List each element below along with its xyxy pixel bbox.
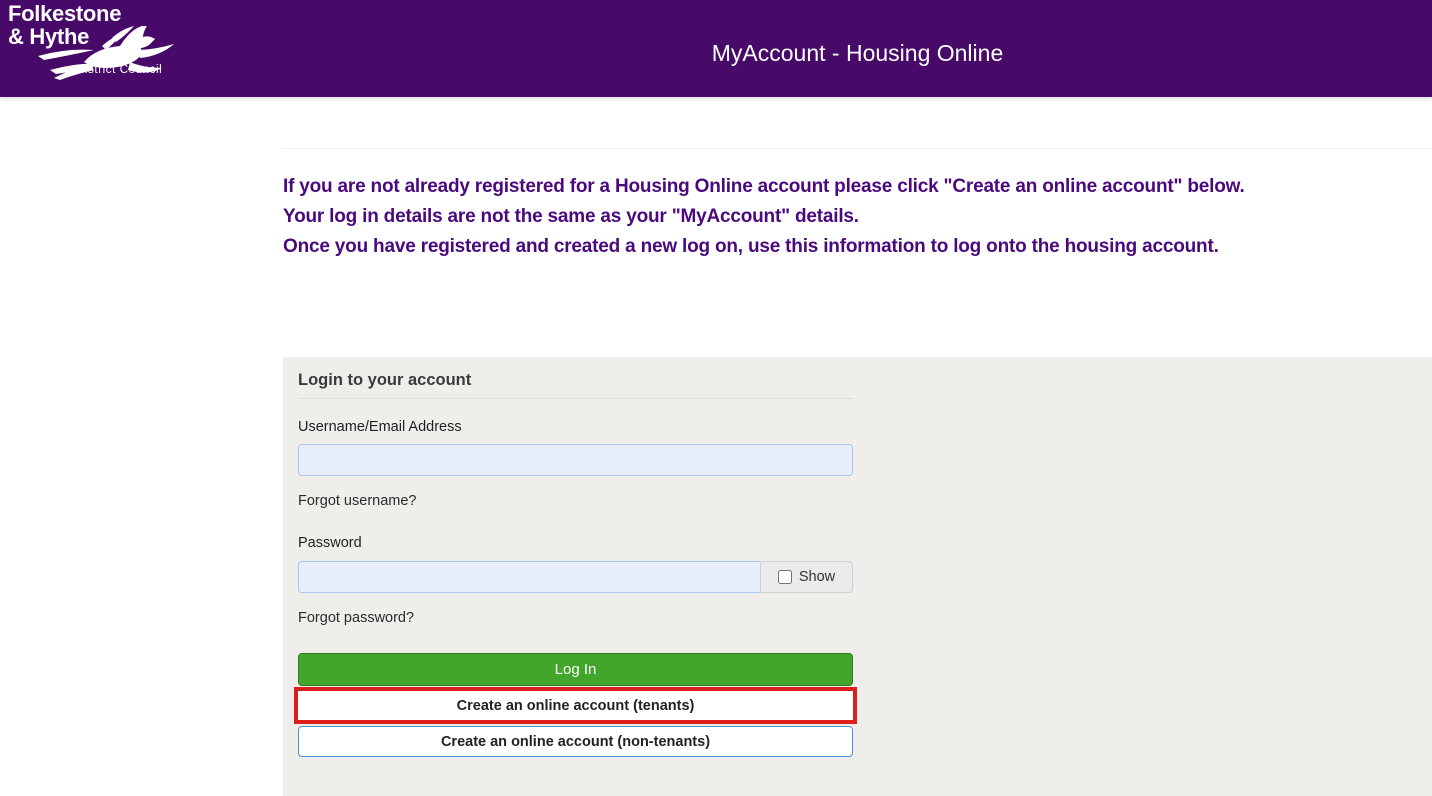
intro-line-3: Once you have registered and created a new log on, use this information to log onto the housing account.: [283, 236, 1219, 257]
login-heading: Login to your account: [298, 371, 853, 399]
show-password-toggle[interactable]: [760, 561, 853, 593]
forgot-password-link[interactable]: Forgot password?: [298, 610, 415, 626]
horse-icon: [36, 26, 186, 86]
show-password-label: Show: [798, 569, 836, 585]
password-label: Password: [298, 535, 362, 551]
annotation-highlight-box: [294, 687, 857, 724]
intro-line-1: If you are not already registered for a Housing Online account please click "Create an online account" below.: [283, 176, 1245, 197]
forgot-username-link[interactable]: Forgot username?: [298, 493, 417, 509]
logo-text-line2: & Hythe: [8, 24, 90, 49]
create-tenants-button[interactable]: Create an online account (tenants): [298, 691, 853, 720]
header-divider: [283, 148, 1432, 149]
show-password-checkbox[interactable]: [778, 570, 792, 584]
username-input[interactable]: [298, 444, 853, 476]
login-button[interactable]: Log In: [298, 653, 853, 686]
council-logo[interactable]: [8, 2, 188, 86]
logo-text-line1: Folkestone: [8, 1, 122, 26]
password-group: [298, 561, 853, 593]
page-title: MyAccount - Housing Online: [711, 40, 1004, 66]
app-header: [0, 0, 1432, 97]
login-panel: [283, 357, 1432, 796]
username-label: Username/Email Address: [298, 419, 462, 435]
logo-subtitle: District Council: [76, 64, 163, 76]
intro-line-2: Your log in details are not the same as your "MyAccount" details.: [283, 206, 859, 227]
create-nontenants-button[interactable]: Create an online account (non-tenants): [298, 726, 853, 757]
intro-text: [283, 172, 1403, 262]
login-form: [298, 371, 853, 757]
password-input[interactable]: [298, 561, 760, 593]
